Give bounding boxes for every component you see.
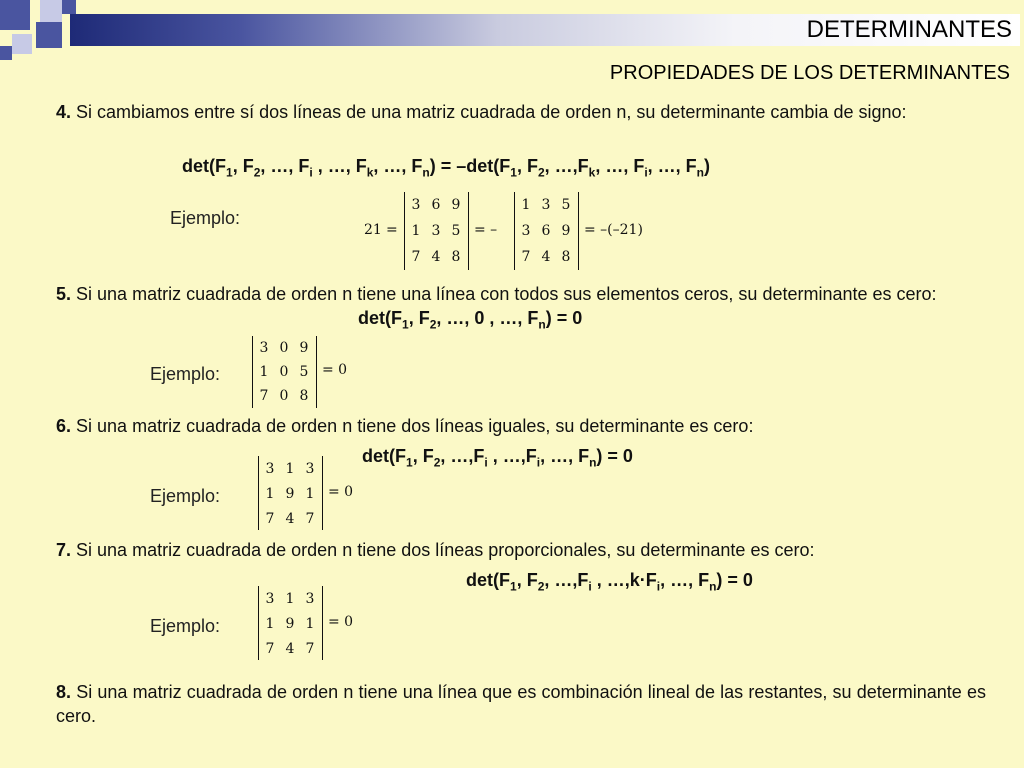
property-text: Si una matriz cuadrada de orden n tiene una línea con todos sus elementos ceros, su determinante es cero: — [76, 284, 937, 304]
property-8 — [56, 680, 986, 728]
property-6-formula: $\det(F_1$, $F_2$, $\dots,F_i$ , $\dots,F_i$, …, $F_n) = 0$ — [362, 446, 633, 470]
page-title: DETERMINANTES — [806, 16, 1012, 43]
property-text: Si cambiamos entre sí dos líneas de una matriz cuadrada de orden n, su determinante cambia de signo: — [76, 102, 907, 122]
property-6 — [56, 414, 986, 438]
example-matrix-4: 21 = 3 6 9 1 3 5 7 4 8 = – 1 3 5 3 6 9 7 4 8 = –(–21) — [364, 192, 694, 272]
property-4 — [56, 100, 986, 124]
matrix-grid: 3 1 3 1 9 1 7 4 7 — [265, 590, 315, 657]
property-number: 8. — [56, 682, 72, 702]
property-7-formula: $\det(F_1$, $F_2$, $\dots,F_i$ , $\dots,k\cdot F_i$, …, $F_n) = 0$ — [466, 570, 753, 594]
property-number: 6. — [56, 416, 72, 436]
matrix-grid: 3 6 9 1 3 5 7 4 8 — [411, 197, 461, 265]
example-matrix-7: 3 1 3 1 9 1 7 4 7 = 0 — [258, 586, 398, 662]
property-5 — [56, 282, 986, 306]
page-subtitle: PROPIEDADES DE LOS DETERMINANTES — [609, 62, 1010, 84]
property-number: 5. — [56, 284, 72, 304]
property-text: Si una matriz cuadrada de orden n tiene dos líneas iguales, su determinante es cero: — [76, 416, 754, 436]
matrix-grid: 1 3 5 3 6 9 7 4 8 — [521, 197, 571, 265]
example-matrix-5: 3 0 9 1 0 5 7 0 8 = 0 — [252, 336, 392, 410]
property-text: Si una matriz cuadrada de orden n tiene dos líneas proporcionales, su determinante es cero: — [76, 540, 815, 560]
example-label: Ejemplo: — [170, 208, 241, 228]
matrix-grid: 3 1 3 1 9 1 7 4 7 — [265, 460, 315, 527]
property-5-formula: $\det(F_1$, $F_2$, …, 0 , …, $F_n) = 0$ — [358, 308, 583, 332]
property-number: 4. — [56, 102, 72, 122]
example-label: Ejemplo: — [150, 364, 221, 384]
property-number: 7. — [56, 540, 72, 560]
example-matrix-6: 3 1 3 1 9 1 7 4 7 = 0 — [258, 456, 398, 532]
property-7 — [56, 538, 986, 562]
matrix-grid: 3 0 9 1 0 5 7 0 8 — [259, 340, 309, 404]
example-label: Ejemplo: — [150, 616, 221, 636]
example-label: Ejemplo: — [150, 486, 221, 506]
property-text: Si una matriz cuadrada de orden n tiene una línea que es combinación lineal de las restantes, su determinante es cero. — [56, 682, 986, 726]
property-4-formula: $\det(F_1$, $F_2$, …, $F_i$ , …, $F_k$, …, $F_n) = -\det(F_1$, $F_2$, $\dots,F_k$, …, $F_i$, …, $F_n$) — [182, 156, 711, 180]
